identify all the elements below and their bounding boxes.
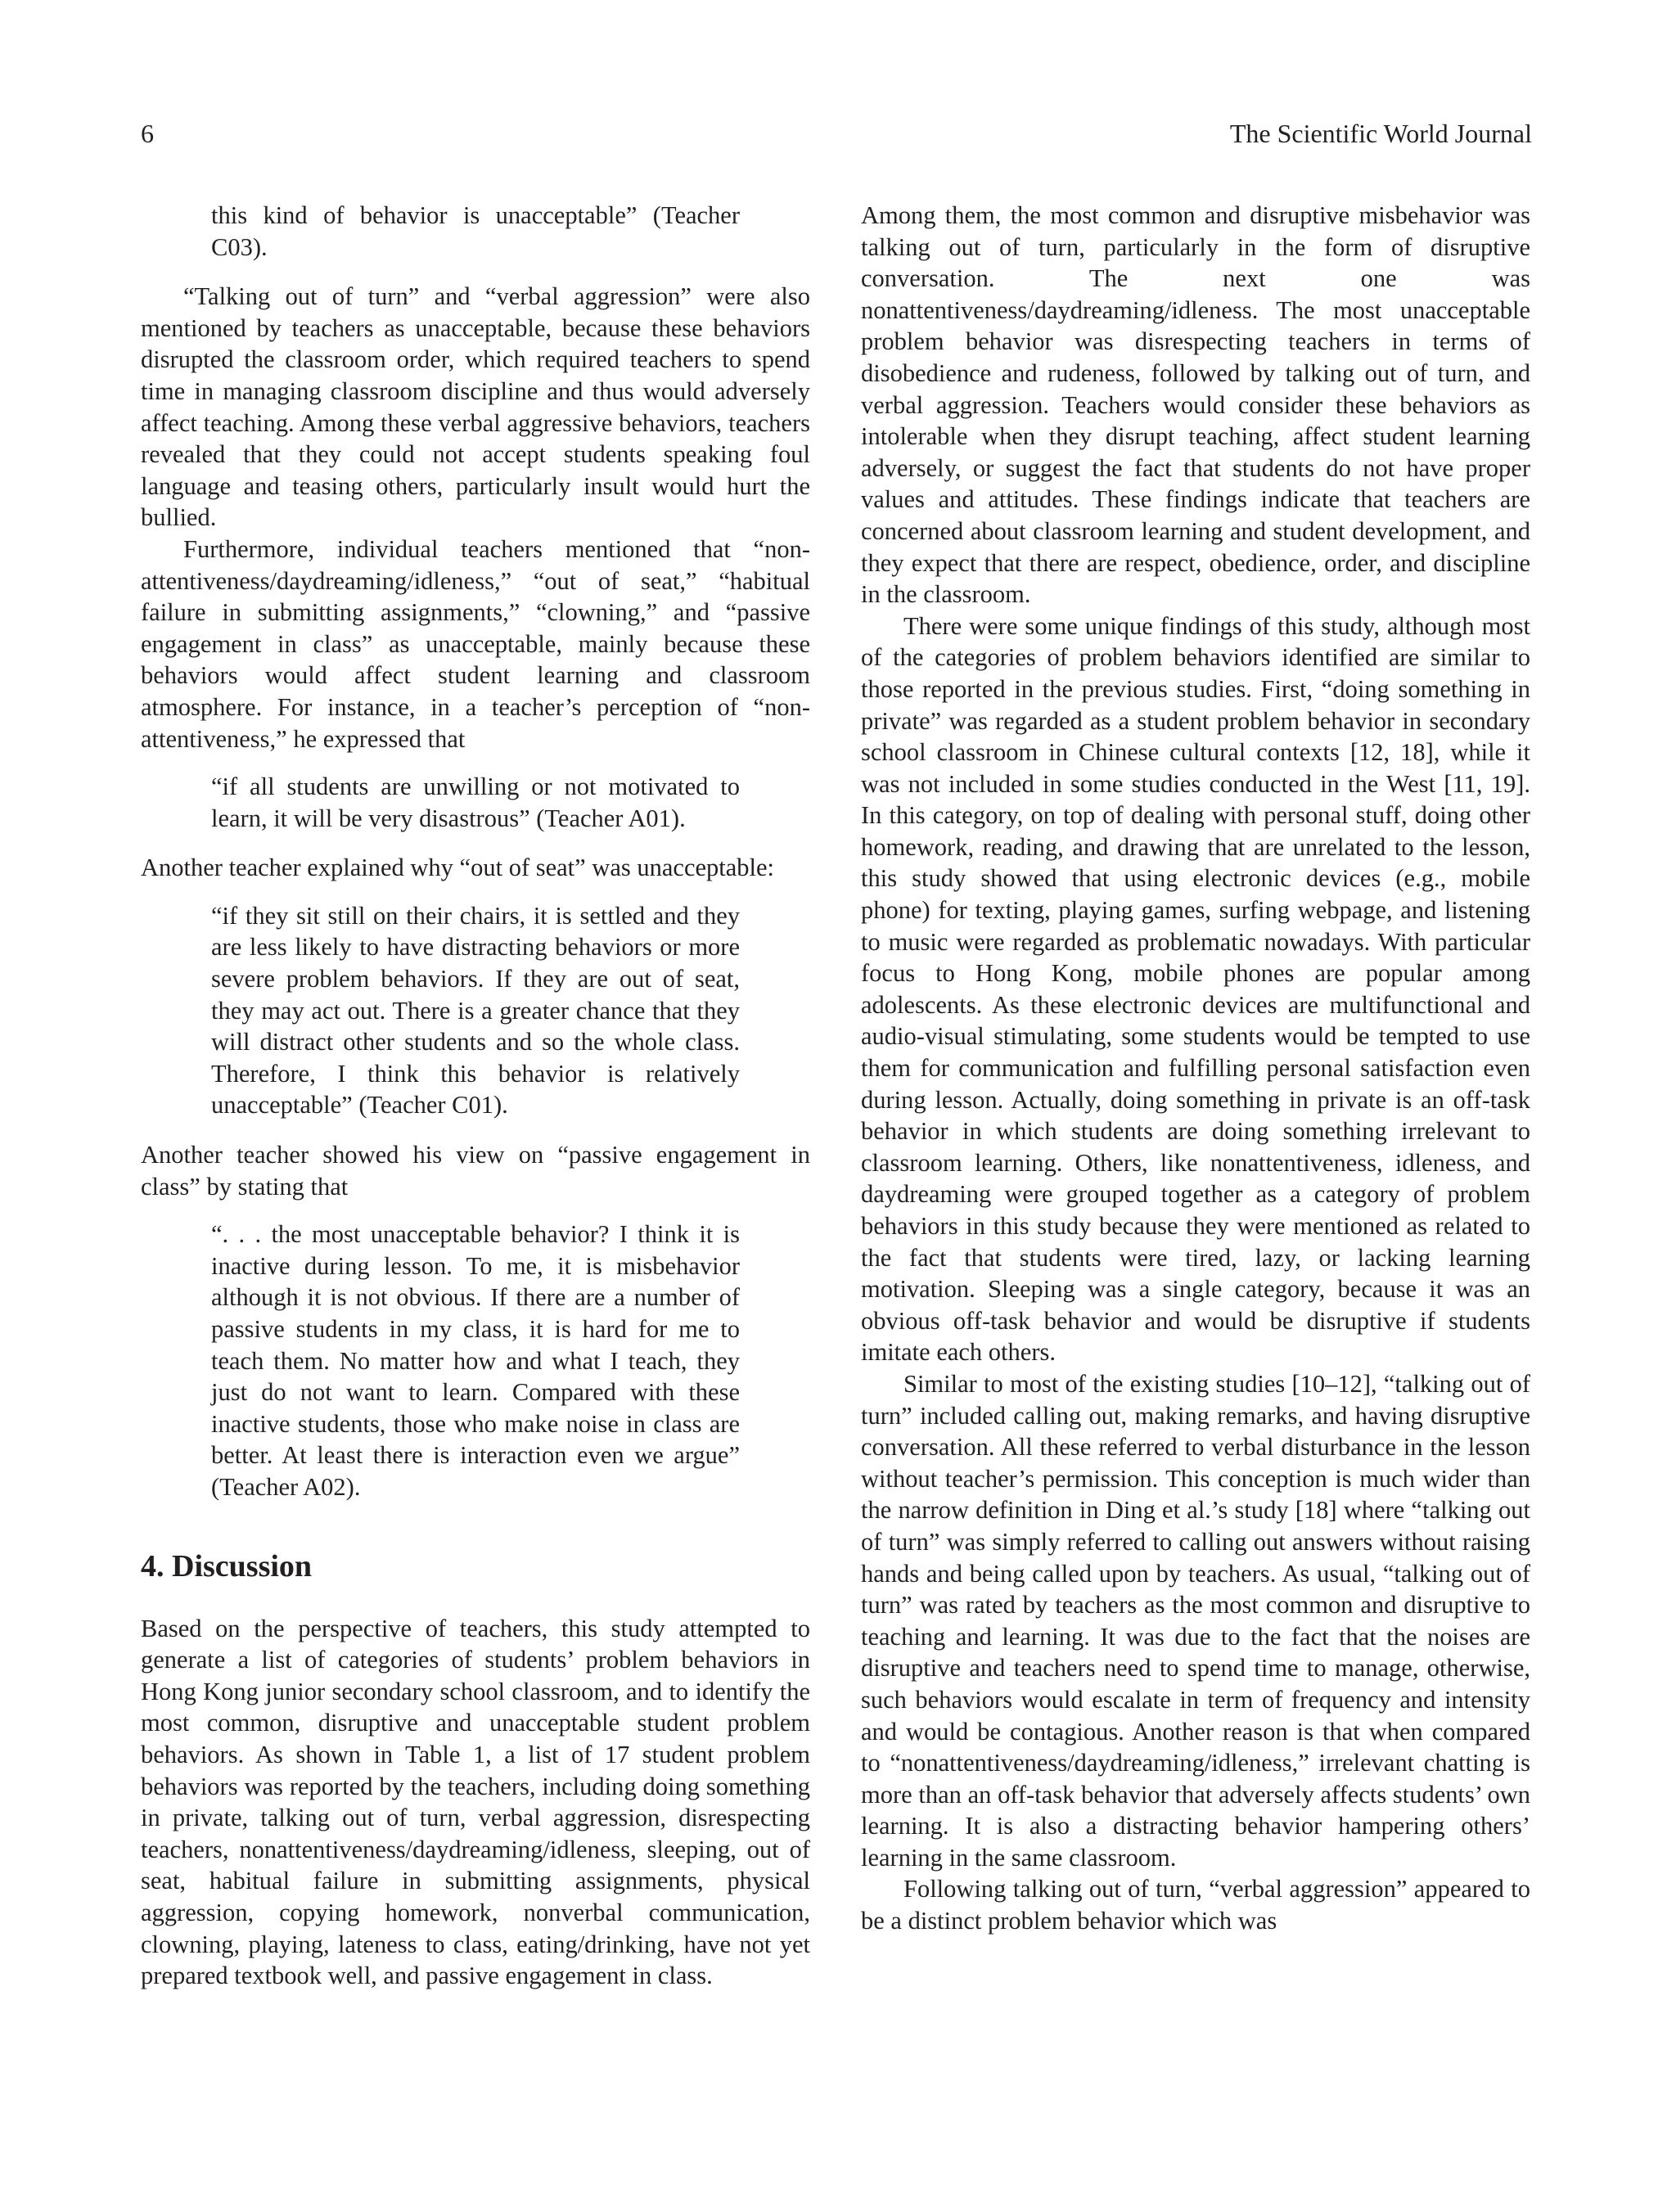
section-heading-discussion: 4. Discussion <box>141 1548 313 1584</box>
paragraph-unique-findings: There were some unique findings of this study, although most of the categories of problem behaviors identified are similar to those reported in the previous studies. First, “doing something in private” was regarded as a student problem behavior in secondary school classroom in Chinese cultural contexts [12, 18], while it was not included in some studies conducted in the West [11, 19]. In this category, on top of dealing with personal stuff, doing other homework, reading, and drawing that are unrelated to the lesson, this study showed that using electronic devices (e.g., mobile phone) for texting, playing games, surfing webpage, and listening to music were regarded as problematic nowadays. With particular focus to Hong Kong, mobile phones are popular among adolescents. As these electronic devices are multifunctional and audio-visual stimulating, some students would be tempted to use them for communication and fulfilling personal satisfaction even during lesson. Actually, doing something in private is an off-task behavior in which students are doing something irrelevant to classroom learning. Others, like nonattentiveness, idleness, and daydreaming were grouped together as a category of problem behaviors in this study because they were mentioned as related to the fact that students were tired, lazy, or lacking learning motivation. Sleeping was a single category, because it was an obvious off-task behavior and would be disruptive if students imitate each others. <box>861 611 1530 1367</box>
paragraph-most-common: Among them, the most common and disruptive misbehavior was talking out of turn, particularly in the form of disruptive conversation. The next one was nonattentiveness/daydreaming/idleness. The most unacceptable problem behavior was disrespecting teachers in terms of disobedience and rudeness, followed by talking out of turn, and verbal aggression. Teachers would consider these behaviors as intolerable when they disrupt teaching, affect student learning adversely, or suggest the fact that students do not have proper values and attitudes. These findings indicate that teachers are concerned about classroom learning and student development, and they expect that there are respect, obedience, order, and discipline in the classroom. <box>861 201 1530 609</box>
quote-teacher-c01: “if they sit still on their chairs, it is settled and they are less likely to have distracting behaviors or more severe problem behaviors. If they are out of seat, they may act out. There is a greater chance that they will distract other students and so the whole class. Therefore, I think this behavior is relatively unacceptable” (Teacher C01). <box>211 901 740 1120</box>
paragraph-verbal-aggression: Following talking out of turn, “verbal aggression” appeared to be a distinct problem behavior which was <box>861 1875 1530 1935</box>
quote-teacher-c03: this kind of behavior is unacceptable” (Teacher C03). <box>211 201 740 261</box>
quote-teacher-a01: “if all students are unwilling or not motivated to learn, it will be very disastrous” (Teacher A01). <box>211 773 740 832</box>
paragraph-discussion-intro: Based on the perspective of teachers, this study attempted to generate a list of categories of students’ problem behaviors in Hong Kong junior secondary school classroom, and to identify the most common, disruptive and unacceptable student problem behaviors. As shown in Table 1, a list of 17 student problem behaviors was reported by the teachers, including doing something in private, talking out of turn, verbal aggression, disrespecting teachers, nonattentiveness/daydreaming/idleness, sleeping, out of seat, habitual failure in submitting assignments, physical aggression, copying homework, nonverbal communication, clowning, playing, lateness to class, eating/drinking, have not yet prepared textbook well, and passive engagement in class. <box>141 1614 810 1990</box>
right-column <box>861 200 1530 1937</box>
paragraph-talking-out-of-turn: “Talking out of turn” and “verbal aggression” were also mentioned by teachers as unacceptable, because these behaviors disrupted the classroom order, which required teachers to spend time in managing classroom discipline and thus would adversely affect teaching. Among these verbal aggressive behaviors, teachers revealed that they could not accept students speaking foul language and teasing others, particularly insult would hurt the bullied. <box>141 282 810 532</box>
journal-title: The Scientific World Journal <box>1229 119 1532 148</box>
paragraph-individual-teachers: Furthermore, individual teachers mentioned that “non-attentiveness/daydreaming/idleness,” “out of seat,” “habitual failure in submitting assignments,” “clowning,” and “passive engagement in class” as unacceptable, mainly because these behaviors would affect student learning and classroom atmosphere. For instance, in a teacher’s perception of “non-attentiveness,” he expressed that <box>141 534 810 753</box>
left-column <box>141 200 810 1992</box>
page-number: 6 <box>141 119 154 148</box>
paragraph-talking-out-of-turn-studies: Similar to most of the existing studies [10–12], “talking out of turn” included calling out, making remarks, and having disruptive conversation. All these referred to verbal disturbance in the lesson without teacher’s permission. This conception is much wider than the narrow definition in Ding et al.’s study [18] where “talking out of turn” was simply referred to calling out answers without raising hands and being called upon by teachers. As usual, “talking out of turn” was rated by teachers as the most common and disruptive to teaching and learning. It was due to the fact that the noises are disruptive and teachers need to spend time to manage, otherwise, such behaviors would escalate in term of frequency and intensity and would be contagious. Another reason is that when compared to “nonattentiveness/daydreaming/idleness,” irrelevant chatting is more than an off-task behavior that adversely affects students’ own learning. It is also a distracting behavior hampering others’ learning in the same classroom. <box>861 1369 1530 1872</box>
paragraph-passive-engagement: Another teacher showed his view on “passive engagement in class” by stating that <box>141 1141 810 1201</box>
running-head <box>141 113 1532 154</box>
quote-teacher-a02: “. . . the most unacceptable behavior? I think it is inactive during lesson. To me, it is misbehavior although it is not obvious. If there are a number of passive students in my class, it is hard for me to teach them. No matter how and what I teach, they just do not want to learn. Compared with these inactive students, those who make noise in class are better. At least there is interaction even we argue” (Teacher A02). <box>211 1220 740 1501</box>
paragraph-out-of-seat: Another teacher explained why “out of seat” was unacceptable: <box>141 854 775 882</box>
